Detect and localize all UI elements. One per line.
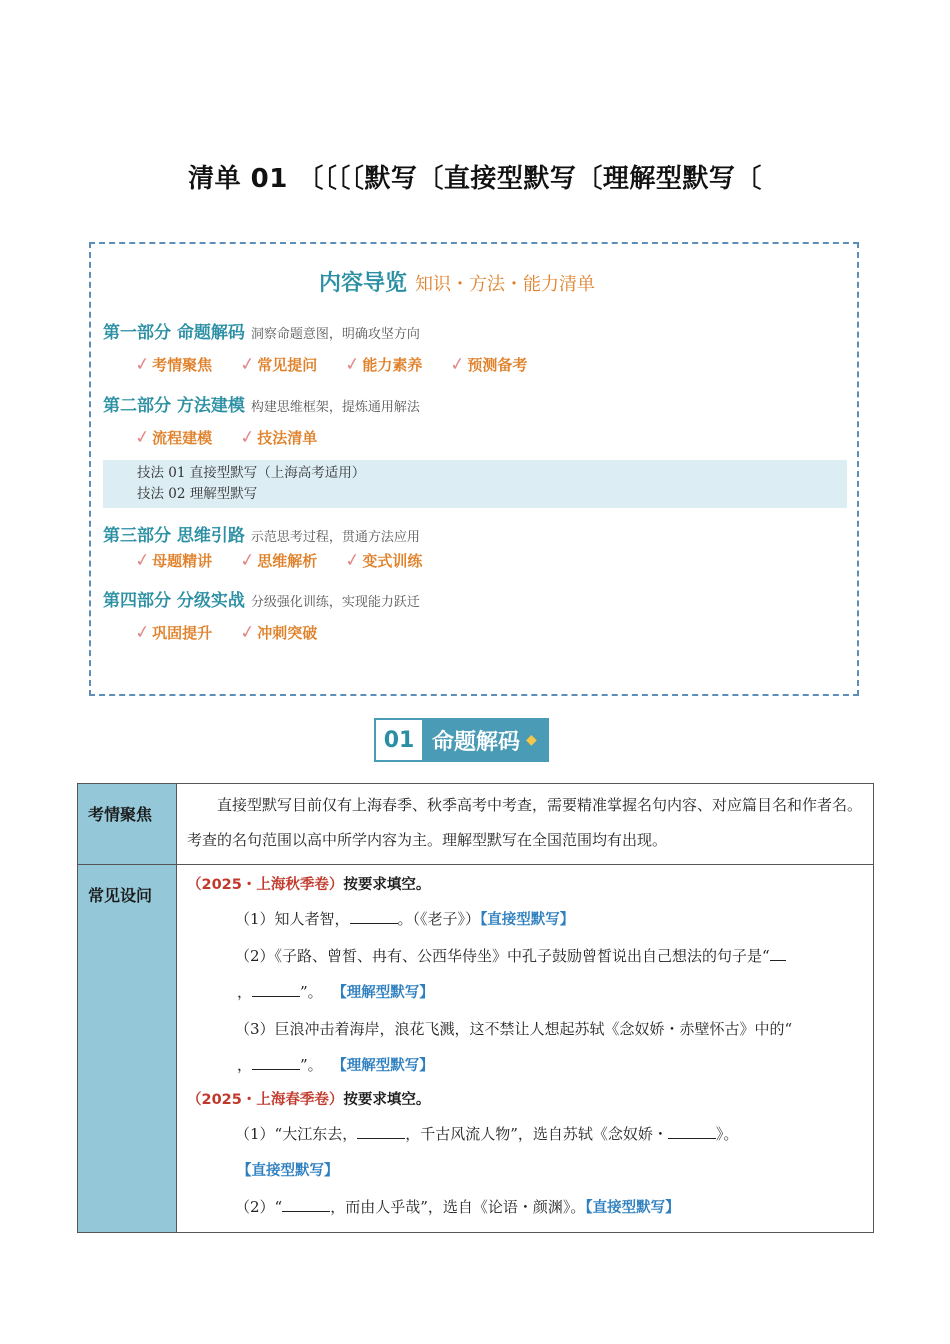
diamond-icon: ◆	[526, 732, 537, 748]
question-item-cont: ， ”。 【理解型默写】	[237, 1056, 434, 1074]
tag-item[interactable]: ✓ 母题精讲	[133, 549, 213, 572]
check-icon: ✓	[238, 549, 257, 572]
part-3-tags	[135, 550, 450, 571]
question-item: （3）巨浪冲击着海岸，浪花飞溅，这不禁让人想起苏轼《念奴娇・赤壁怀古》中的“	[235, 1020, 793, 1038]
part-3-title: 第三部分 思维引路	[103, 526, 245, 546]
tag-item[interactable]: ✓ 思维解析	[238, 549, 318, 572]
row-label-focus: 考情聚焦	[78, 784, 177, 865]
part-4-tags	[135, 622, 345, 643]
guide-header	[319, 266, 649, 297]
part-1-desc: 洞察命题意图，明确攻坚方向	[250, 327, 420, 342]
part-3-row	[103, 521, 420, 546]
tag-item[interactable]: ✓ 能力素养	[343, 353, 423, 376]
part-4-row	[103, 586, 420, 611]
answer-blank[interactable]	[357, 1123, 405, 1139]
method-item[interactable]: 技法 01 直接型默写（上海高考适用）	[137, 465, 366, 481]
question-source: （2025・上海秋季卷）	[187, 877, 344, 893]
part-3-desc: 示范思考过程，贯通方法应用	[250, 530, 420, 545]
part-4-title: 第四部分 分级实战	[103, 591, 245, 611]
tag-item[interactable]: ✓ 巩固提升	[133, 621, 213, 644]
table-row	[78, 784, 874, 865]
check-icon: ✓	[133, 353, 152, 376]
part-2-tags	[135, 427, 345, 448]
tag-item[interactable]: ✓ 冲刺突破	[238, 621, 318, 644]
methods-band	[103, 460, 847, 508]
part-1-title: 第一部分 命题解码	[103, 323, 245, 343]
focus-content	[177, 784, 874, 865]
part-4-desc: 分级强化训练，实现能力跃迁	[250, 595, 420, 610]
tag-item[interactable]: ✓ 技法清单	[238, 426, 318, 449]
answer-blank[interactable]	[252, 981, 300, 997]
question-item-cont	[187, 1152, 863, 1189]
part-2-desc: 构建思维框架，提炼通用解法	[250, 400, 420, 415]
question-group-header: （2025・上海春季卷）按要求填空。	[187, 1092, 431, 1108]
tag-item[interactable]: ✓ 变式训练	[343, 549, 423, 572]
answer-blank[interactable]	[282, 1196, 330, 1212]
tag-item[interactable]: ✓ 常见提问	[238, 353, 318, 376]
exam-table	[77, 783, 874, 1233]
check-icon: ✓	[133, 549, 152, 572]
check-icon: ✓	[343, 353, 362, 376]
part-2-title: 第二部分 方法建模	[103, 396, 245, 416]
tag-item[interactable]: ✓ 考情聚焦	[133, 353, 213, 376]
guide-heading: 内容导览	[319, 271, 408, 296]
part-1-row	[103, 318, 420, 343]
method-item[interactable]: 技法 02 理解型默写	[137, 486, 258, 502]
tag-item[interactable]: ✓ 流程建模	[133, 426, 213, 449]
check-icon: ✓	[448, 353, 467, 376]
check-icon: ✓	[133, 621, 152, 644]
question-item: （1）知人者智， 。（《老子》）【直接型默写】	[235, 910, 575, 928]
question-type-tag: 【直接型默写】	[480, 912, 575, 928]
check-icon: ✓	[343, 549, 362, 572]
question-group-header: （2025・上海秋季卷）按要求填空。	[187, 877, 431, 893]
section-name: 命题解码 ◆	[422, 720, 547, 760]
section-badge	[374, 718, 549, 762]
focus-text: 直接型默写目前仅有上海春季、秋季高考中考查，需要精准掌握名句内容、对应篇目名和作者名。考查的名句范围以高中所学内容为主。理解型默写在全国范围均有出现。	[187, 796, 863, 849]
answer-blank[interactable]	[252, 1054, 300, 1070]
tag-item[interactable]: ✓ 预测备考	[448, 353, 528, 376]
question-type-tag: 【理解型默写】	[332, 1058, 434, 1074]
content-guide-box	[89, 242, 859, 696]
question-item-cont: ， ”。 【理解型默写】	[237, 983, 434, 1001]
answer-blank[interactable]	[770, 945, 786, 961]
table-row	[78, 865, 874, 1233]
page-title: 清单 01 〔〔〔〔默写〔直接型默写〔理解型默写〔	[188, 164, 762, 194]
check-icon: ✓	[238, 426, 257, 449]
question-type-tag: 【直接型默写】	[585, 1200, 680, 1216]
check-icon: ✓	[238, 621, 257, 644]
answer-blank[interactable]	[668, 1123, 716, 1139]
section-number: 01	[376, 720, 422, 760]
answer-blank[interactable]	[350, 908, 398, 924]
question-type-tag: 【直接型默写】	[237, 1163, 339, 1179]
question-item: （2）“ ，而由人乎哉”，选自《论语・颜渊》。【直接型默写】	[235, 1198, 680, 1216]
part-2-row	[103, 391, 420, 416]
row-label-questions: 常见设问	[78, 865, 177, 1233]
guide-subheading: 知识・方法・能力清单	[415, 274, 596, 295]
question-type-tag: 【理解型默写】	[332, 985, 434, 1001]
check-icon: ✓	[238, 353, 257, 376]
check-icon: ✓	[133, 426, 152, 449]
part-1-tags	[135, 354, 555, 375]
question-source: （2025・上海春季卷）	[187, 1092, 344, 1108]
question-item: （2）《子路、曾皙、冉有、公西华侍坐》中孔子鼓励曾皙说出自己想法的句子是“	[187, 938, 863, 974]
questions-content	[177, 865, 874, 1233]
question-item: （1）“大江东去， ，千古风流人物”，选自苏轼《念奴娇・ 》。	[235, 1125, 739, 1143]
